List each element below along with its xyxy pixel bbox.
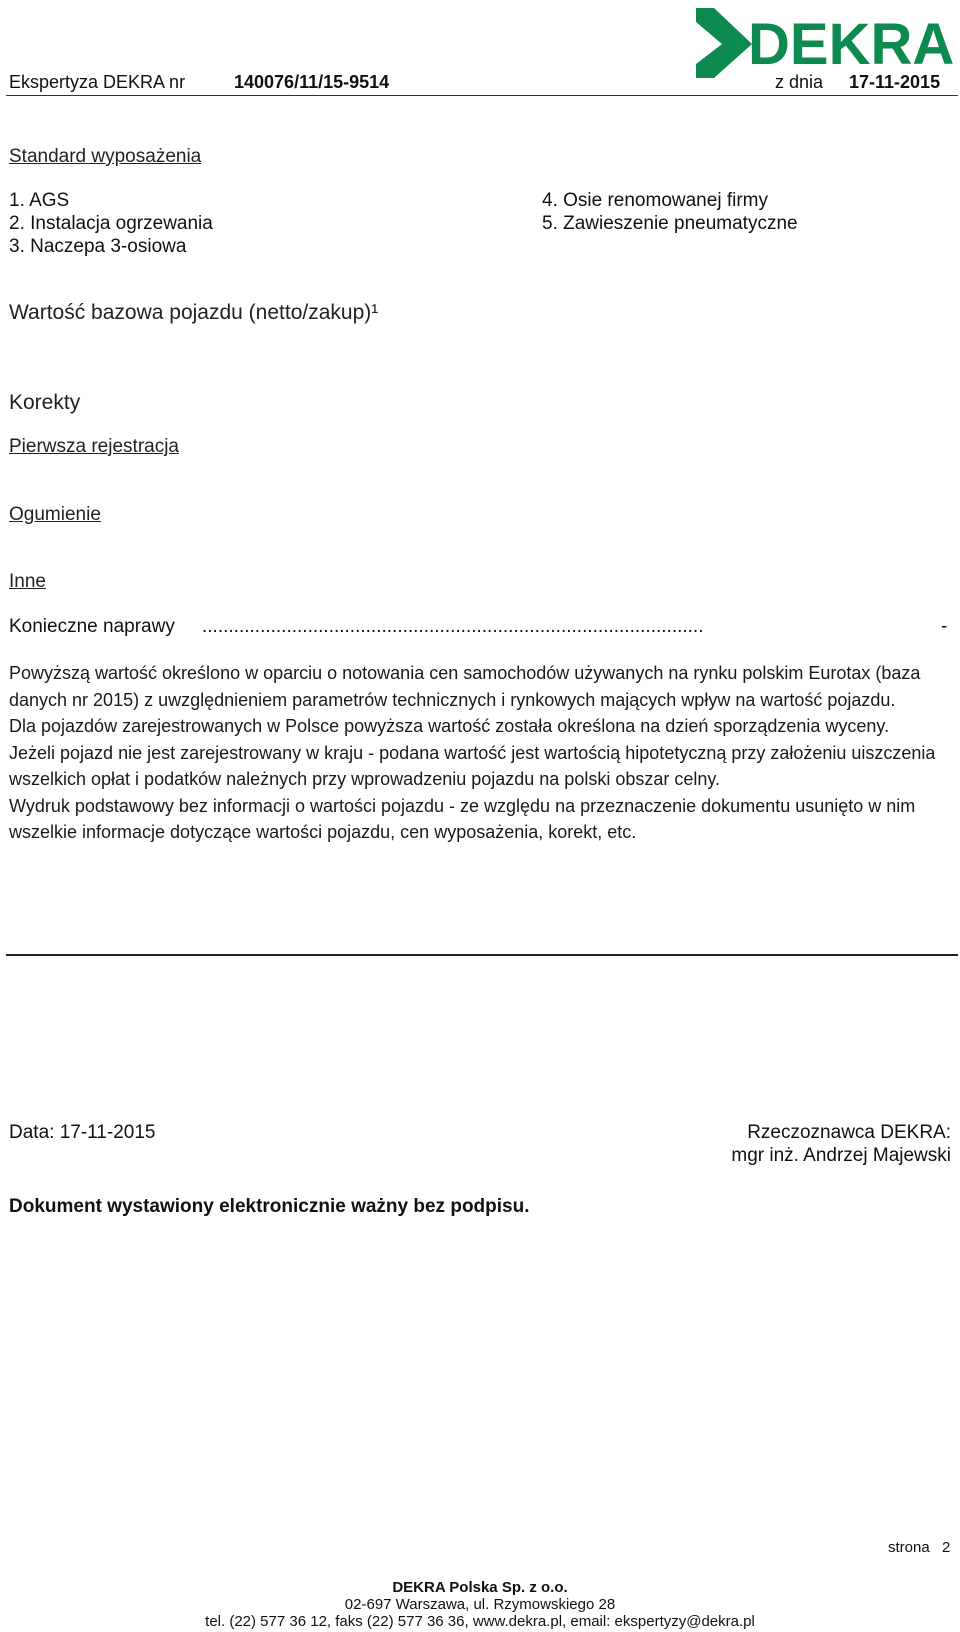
report-number: 140076/11/15-9514 bbox=[234, 72, 390, 92]
document-date: Data: 17-11-2015 bbox=[9, 1122, 156, 1143]
equipment-item: 1. AGS bbox=[9, 190, 70, 211]
note-paragraph: Powyższą wartość określono w oparciu o notowania cen samochodów używanych na rynku polskim Eurotax (baza danych nr 2015) z uwzględnieniem parametrów technicznych i rynkowych mających wpływ na wartość pojazdu. bbox=[9, 663, 921, 710]
repairs-dots: ............................................................................................... bbox=[202, 616, 704, 637]
tires-label: Ogumienie bbox=[9, 504, 101, 525]
note-paragraph: Wydruk podstawowy bez informacji o wartości pojazdu - ze względu na przeznaczenie dokumentu usunięto w nim wszelkie informacje dotyczące wartości pojazdu, cen wyposażenia, korekt, etc. bbox=[9, 795, 916, 842]
note-paragraph: Jeżeli pojazd nie jest zarejestrowany w kraju - podana wartość jest wartością hipotetyczną przy założeniu uiszczenia wszelkich opłat i podatków należnych przy wprowadzeniu pojazdu na polski obszar celny. bbox=[9, 742, 936, 789]
header-rule bbox=[6, 95, 958, 96]
page-number: 2 bbox=[942, 1539, 951, 1556]
footer-contact: tel. (22) 577 36 12, faks (22) 577 36 36, www.dekra.pl, email: ekspertyzy@dekra.pl bbox=[205, 1613, 755, 1630]
page-label: strona bbox=[888, 1539, 930, 1556]
repairs-value: - bbox=[941, 616, 948, 637]
validity-note: Dokument wystawiony elektronicznie ważny bez podpisu. bbox=[9, 1196, 530, 1217]
base-value-title: Wartość bazowa pojazdu (netto/zakup)¹ bbox=[9, 301, 379, 324]
corrections-title: Korekty bbox=[9, 391, 81, 414]
equipment-item: 3. Naczepa 3-osiowa bbox=[9, 236, 187, 257]
footer-address: 02-697 Warszawa, ul. Rzymowskiego 28 bbox=[344, 1596, 616, 1613]
note-paragraph: Dla pojazdów zarejestrowanych w Polsce powyższa wartość została określona na dzień sporządzenia wyceny. bbox=[9, 716, 890, 736]
expert-name: mgr inż. Andrzej Majewski bbox=[731, 1145, 951, 1166]
notes-block bbox=[9, 660, 955, 846]
header-date-label: z dnia bbox=[775, 72, 824, 92]
dekra-logo bbox=[694, 6, 956, 80]
first-registration-label: Pierwsza rejestracja bbox=[9, 436, 179, 457]
equipment-item: 5. Zawieszenie pneumatyczne bbox=[542, 213, 798, 234]
expert-label: Rzeczoznawca DEKRA: bbox=[747, 1122, 951, 1143]
equipment-title: Standard wyposażenia bbox=[9, 146, 202, 167]
logo-text: DEKRA bbox=[748, 12, 955, 77]
other-label: Inne bbox=[9, 571, 46, 592]
section-divider bbox=[6, 954, 958, 956]
header-label: Ekspertyza DEKRA nr bbox=[9, 72, 186, 92]
equipment-item: 4. Osie renomowanej firmy bbox=[542, 190, 768, 211]
repairs-label: Konieczne naprawy bbox=[9, 616, 175, 637]
dekra-logo-mark bbox=[694, 6, 956, 80]
footer-company: DEKRA Polska Sp. z o.o. bbox=[392, 1579, 568, 1596]
header-date: 17-11-2015 bbox=[849, 72, 941, 92]
equipment-item: 2. Instalacja ogrzewania bbox=[9, 213, 213, 234]
